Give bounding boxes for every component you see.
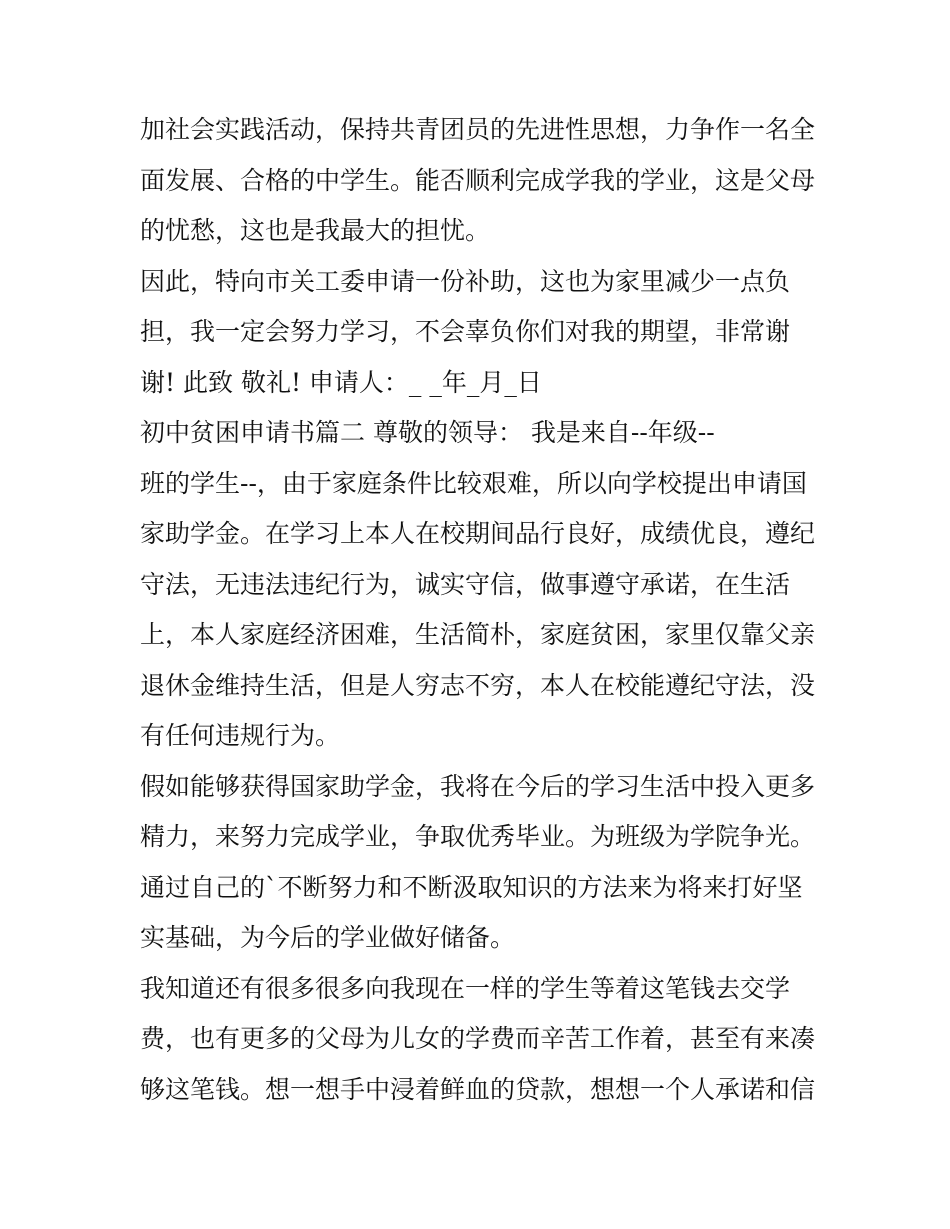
text-line: 通过自己的`不断努力和不断汲取知识的方法来为将来打好坚: [140, 873, 803, 902]
text-line: 有任何违规行为。: [140, 721, 341, 750]
text-line: 我知道还有很多很多向我现在一样的学生等着这笔钱去交学: [140, 974, 791, 1003]
text-line: 实基础，为今后的学业做好储备。: [140, 923, 516, 952]
text-line: 加社会实践活动，保持共青团员的先进性思想，力争作一名全: [140, 115, 816, 144]
text-line: 班的学生--，由于家庭条件比较艰难，所以向学校提出申请国: [140, 469, 807, 498]
text-line: 退休金维持生活，但是人穷志不穷，本人在校能遵纪守法，没: [140, 671, 816, 700]
text-line: 因此，特向市关工委申请一份补助，这也为家里减少一点负: [140, 267, 791, 296]
text-line: 精力，来努力完成学业，争取优秀毕业。为班级为学院争光。: [140, 822, 816, 851]
text-line: 面发展、合格的中学生。能否顺利完成学我的学业，这是父母: [140, 166, 816, 195]
text-line: 假如能够获得国家助学金，我将在今后的学习生活中投入更多: [140, 772, 816, 801]
text-line: 担，我一定会努力学习，不会辜负你们对我的期望，非常谢: [140, 317, 791, 346]
text-line: 够这笔钱。想一想手中浸着鲜血的贷款，想想一个人承诺和信: [140, 1075, 816, 1104]
text-line: 的忧愁，这也是我最大的担忧。: [140, 216, 491, 245]
text-line: 初中贫困申请书篇二 尊敬的领导： 我是来自--年级--: [140, 418, 715, 447]
text-line: 费，也有更多的父母为儿女的学费而辛苦工作着，甚至有来凑: [140, 1024, 816, 1053]
text-line: 守法，无违法违纪行为，诚实守信，做事遵守承诺，在生活: [140, 570, 791, 599]
text-line: 家助学金。在学习上本人在校期间品行良好，成绩优良，遵纪: [140, 519, 816, 548]
text-line: 上，本人家庭经济困难，生活简朴，家庭贫困，家里仅靠父亲: [140, 620, 816, 649]
text-line: 谢! 此致 敬礼! 申请人：_ _年_月_日: [140, 368, 542, 397]
